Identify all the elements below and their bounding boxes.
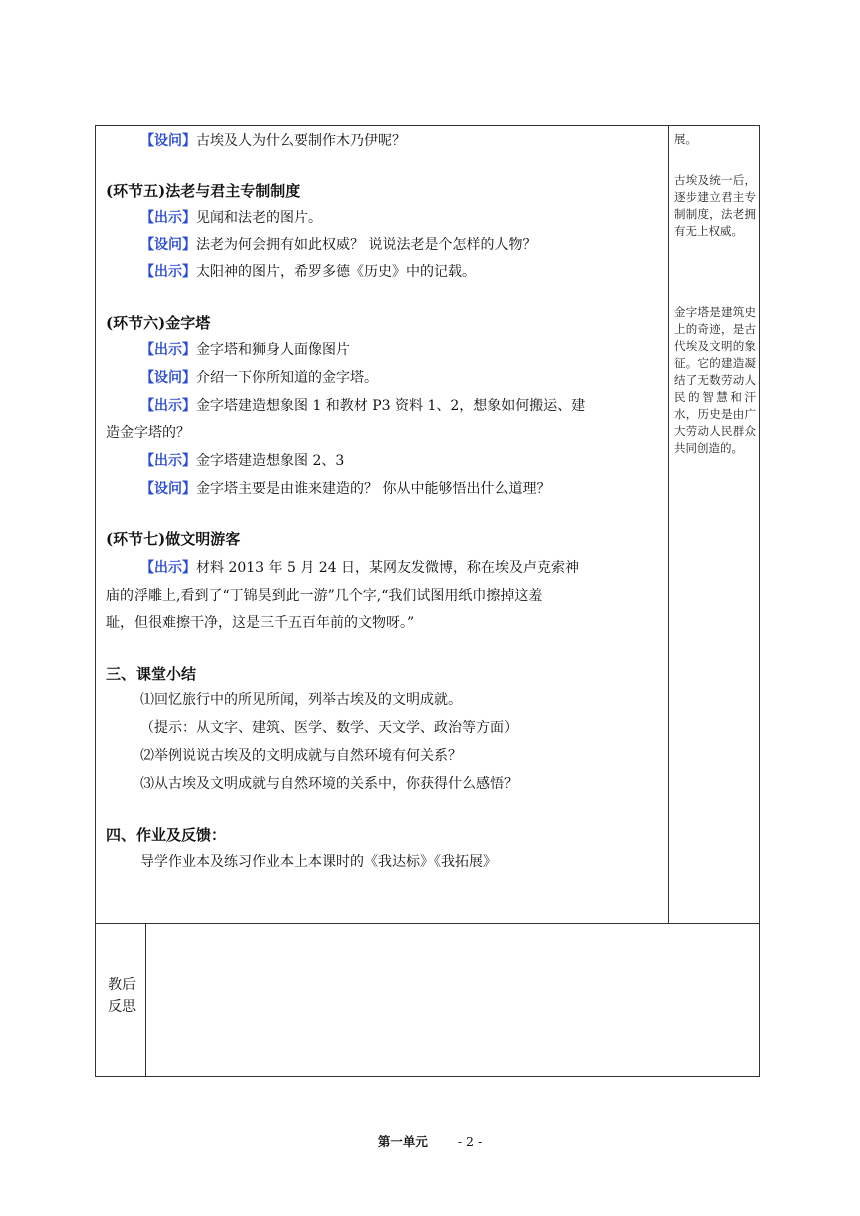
- row-divider: [96, 923, 759, 924]
- column-divider: [668, 126, 669, 923]
- unit-label: 第一单元: [377, 1134, 428, 1149]
- reflection-divider: [145, 923, 146, 1076]
- material-line-cont: 庙的浮雕上,看到了“丁锦昊到此一游”几个字,“我们试图用纸巾擦掉这羞: [106, 588, 543, 604]
- lesson-table: [95, 125, 760, 1077]
- material-line-cont: 耻，但很难擦干净，这是三千五百年前的文物呀。”: [106, 615, 415, 631]
- question-line: 【设问】介绍一下你所知道的金字塔。: [140, 370, 378, 386]
- show-line: 【出示】材料 2013 年 5 月 24 日，某网友发微博，称在埃及卢克索神: [140, 560, 580, 576]
- question-line: 【设问】古埃及人为什么要制作木乃伊呢？: [140, 133, 406, 149]
- side-note: 古埃及统一后，逐步建立君主专制制度，法老拥有无上权威。: [674, 173, 756, 238]
- section-heading: (环节七)做文明游客: [106, 530, 241, 548]
- reflection-label: 教后反思: [108, 977, 136, 1015]
- show-line: 【出示】金字塔建造想象图 1 和教材 P3 资料 1、2，想象如何搬运、建: [140, 398, 586, 414]
- homework-item: 导学作业本及练习作业本上本课时的《我达标》《我拓展》: [140, 854, 497, 870]
- summary-item: ⑶从古埃及文明成就与自然环境的关系中，你获得什么感悟？: [140, 776, 518, 792]
- summary-item: ⑴回忆旅行中的所见所闻，列举古埃及的文明成就。: [140, 692, 462, 708]
- summary-item: ⑵举例说说古埃及的文明成就与自然环境有何关系？: [140, 748, 462, 764]
- show-line-cont: 造金字塔的？: [106, 425, 190, 441]
- question-line: 【设问】法老为何会拥有如此权威？ 说说法老是个怎样的人物？: [140, 237, 537, 253]
- show-line: 【出示】金字塔建造想象图 2、3: [140, 453, 345, 469]
- page-footer: [0, 1132, 860, 1150]
- section-heading: (环节五)法老与君主专制制度: [106, 182, 301, 200]
- page-number: - 2 -: [457, 1134, 483, 1149]
- section-heading: (环节六)金字塔: [106, 314, 211, 332]
- summary-hint: （提示：从文字、建筑、医学、数学、天文学、政治等方面）: [140, 720, 518, 736]
- summary-heading: 三、课堂小结: [106, 665, 197, 683]
- side-note: 金字塔是建筑史上的奇迹，是古代埃及文明的象征。它的建造凝结了无数劳动人民的智慧和汗水，历史是由广大劳动人民群众共同创造的。: [674, 305, 756, 455]
- show-line: 【出示】金字塔和狮身人面像图片: [140, 342, 350, 358]
- homework-heading: 四、作业及反馈：: [106, 826, 227, 844]
- show-line: 【出示】见闻和法老的图片。: [140, 210, 322, 226]
- side-note: 展。: [674, 132, 697, 146]
- show-line: 【出示】太阳神的图片，希罗多德《历史》中的记载。: [140, 264, 476, 280]
- question-line: 【设问】金字塔主要是由谁来建造的？ 你从中能够悟出什么道理？: [140, 481, 551, 497]
